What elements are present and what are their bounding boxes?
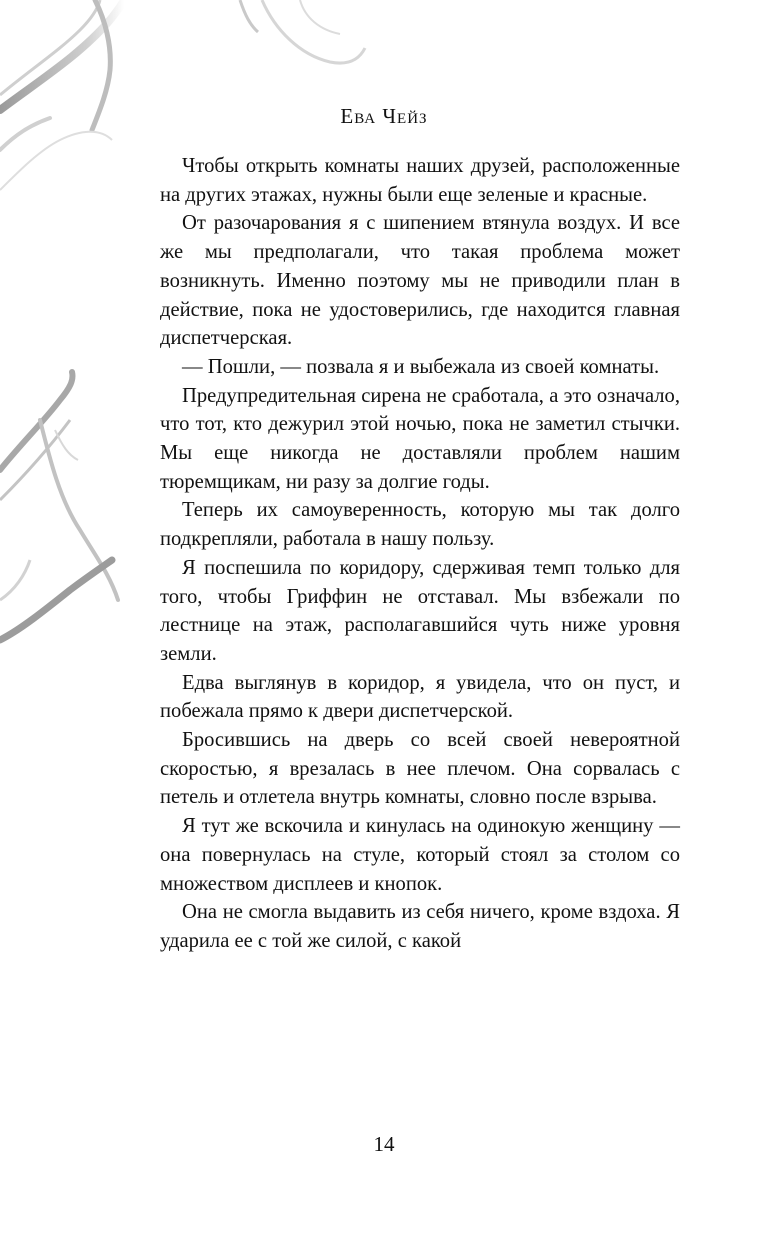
running-head: Ева Чейз xyxy=(340,104,428,128)
ornament-stroke xyxy=(40,420,118,600)
ornament-stroke xyxy=(262,0,365,63)
ornament-stroke xyxy=(0,0,124,110)
paragraph: От разочарования я с шипением втянула воздух. И все же мы предполагали, что такая проблема может возникнуть. Именно поэтому мы не приводили план в действие, пока не удостоверились, где находится главная диспетчерская. xyxy=(160,212,680,350)
paragraph: Я поспешила по коридору, сдерживая темп только для того, чтобы Гриффин не отставал. Мы взбежали по лестнице на этаж, располагавшийся чуть ниже уровня земли. xyxy=(160,556,680,665)
paragraph: Едва выглянув в коридор, я увидела, что он пуст, и побежала прямо к двери диспетчерской. xyxy=(160,671,680,723)
ornament-stroke xyxy=(0,560,112,640)
paragraph: Бросившись на дверь со всей своей невероятной скоростью, я врезалась в нее плечом. Она сорвалась с петель и отлетела внутрь комнаты, словно после взрыва. xyxy=(160,729,680,809)
page-number: 14 xyxy=(373,1132,395,1156)
ornament-stroke xyxy=(0,420,70,500)
paragraph: Она не смогла выдавить из себя ничего, кроме вздоха. Я ударила ее с той же силой, с какой xyxy=(160,901,680,952)
paragraph: — Пошли, — позвала я и выбежала из своей комнаты. xyxy=(182,355,660,378)
paragraph: Я тут же вскочила и кинулась на одинокую женщину — она повернулась на стуле, который стоял за столом со множеством дисплеев и кнопок. xyxy=(160,815,680,895)
ornament-stroke xyxy=(55,430,78,460)
ornament-stroke xyxy=(300,0,340,34)
paragraph: Чтобы открыть комнаты наших друзей, расположенные на других этажах, нужны были еще зеленые и красные. xyxy=(160,155,680,206)
paragraph: Предупредительная сирена не сработала, а это означало, что тот, кто дежурил этой ночью, пока не заметил стычки. Мы еще никогда не доставляли проблем нашим тюремщикам, ни разу за долгие годы. xyxy=(160,384,680,493)
ornament-stroke xyxy=(0,372,73,470)
body-text xyxy=(160,152,680,956)
ornament-stroke xyxy=(0,0,100,95)
ornament-stroke xyxy=(0,132,112,190)
ornament-stroke xyxy=(240,0,258,32)
paragraph: Теперь их самоуверенность, которую мы так долго подкрепляли, работала в нашу пользу. xyxy=(160,499,680,551)
ornament-stroke xyxy=(0,560,30,600)
